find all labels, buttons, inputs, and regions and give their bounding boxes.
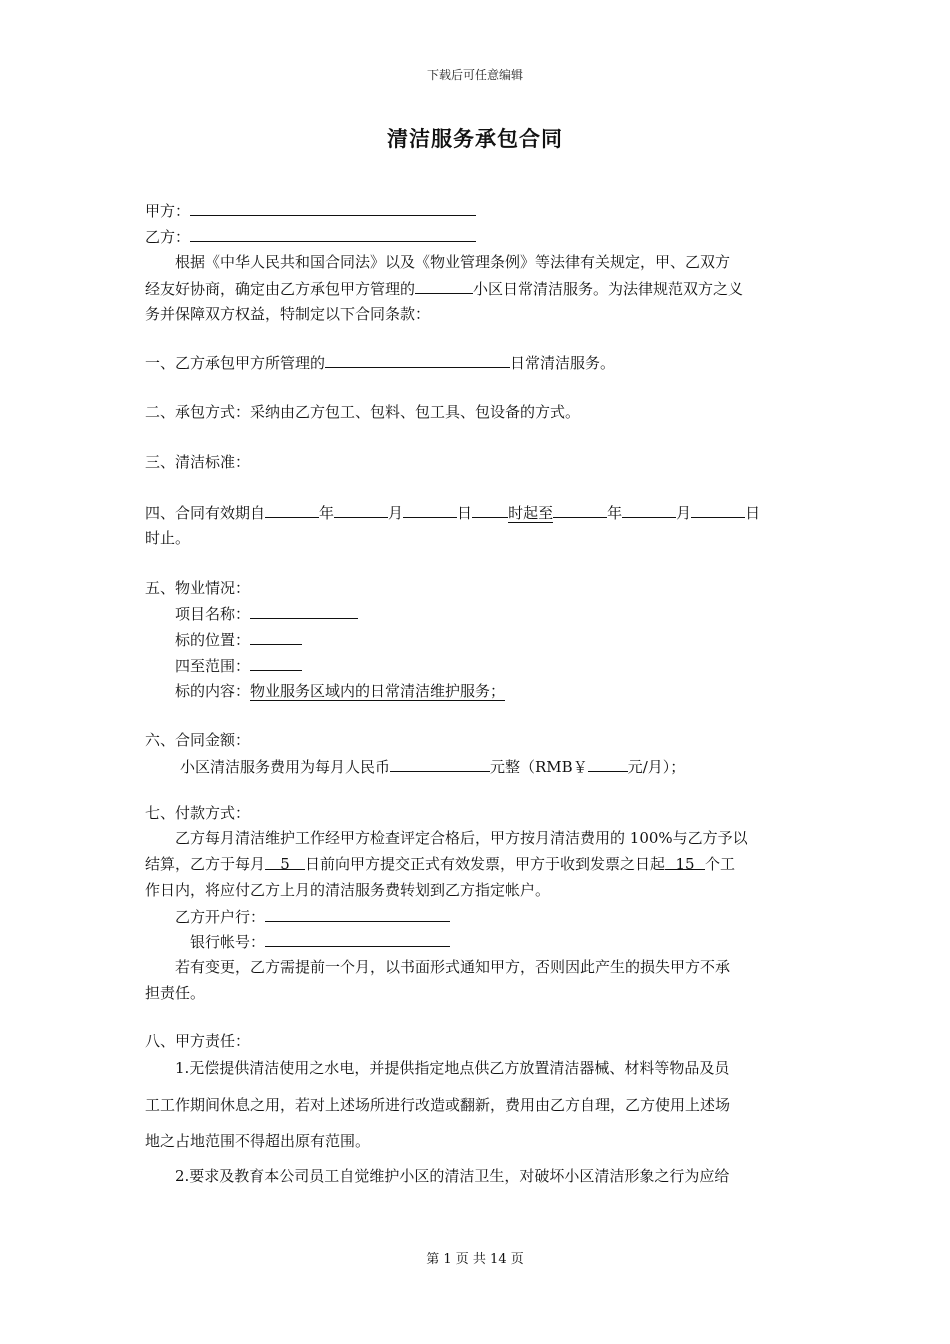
month-label: 月 [388,504,404,522]
amount-text-a: 小区清洁服务费用为每月人民币 [180,758,391,776]
section-1-text-b: 日常清洁服务。 [510,354,616,372]
section-8-item-1a: 1.无偿提供清洁使用之水电，并提供指定地点供乙方放置清洁器械、材料等物品及员 [175,1059,730,1077]
payment-text-c: 个工 [705,855,736,873]
section-2: 二、承包方式：采纳由乙方包工、包料、包工具、包设备的方式。 [145,403,581,421]
section-7-line-2 [145,854,735,874]
section-1-blank [325,352,510,368]
page-footer: 第 1 页 共 14 页 [426,1252,524,1267]
section-3: 三、清洁标准： [145,453,251,471]
section-8-item-1b: 工工作期间休息之用，若对上述场所进行改造或翻新，费用由乙方自理，乙方使用上述场 [145,1096,731,1114]
intro-line-3: 务并保障双方权益，特制定以下合同条款： [145,305,431,323]
section-1 [145,352,615,373]
end-year-label: 年 [607,504,623,522]
party-a-line [145,200,476,221]
section-7-line-4: 若有变更，乙方需提前一个月，以书面形式通知甲方，否则因此产生的损失甲方不承 [175,958,731,976]
section-1-text-a: 一、乙方承包甲方所管理的 [145,354,326,372]
bounds-blank [250,655,302,671]
content-label: 标的内容： [175,682,251,700]
section-7-line-1: 乙方每月清洁维护工作经甲方检查评定合格后，甲方按月清洁费用的 100%与乙方予以 [175,829,748,847]
location-label: 标的位置： [175,631,251,649]
contract-title: 清洁服务承包合同 [387,126,563,151]
section-8-heading: 八、甲方责任： [145,1032,251,1050]
account-line [190,931,450,952]
header-note: 下载后可任意编辑 [426,68,523,82]
section-7-line-3: 作日内，将应付乙方上月的清洁服务费转划到乙方指定帐户。 [145,881,551,899]
section-4-line-2: 时止。 [145,529,191,547]
intro-line-2 [145,278,743,299]
section-6-amount [180,756,685,777]
party-a-blank [190,200,476,216]
project-name-label: 项目名称： [175,605,251,623]
bank-line [175,906,450,927]
end-day-blank [691,502,745,518]
end-month-blank [622,502,676,518]
bounds-line [175,655,302,676]
section-4-text: 四、合同有效期自 [145,504,266,522]
party-b-line [145,226,476,247]
section-7-heading: 七、付款方式： [145,804,251,822]
intro-line-1: 根据《中华人民共和国合同法》以及《物业管理条例》等法律有关规定，甲、乙双方 [175,253,731,271]
party-a-label: 甲方： [145,202,191,220]
day-label: 日 [457,504,473,522]
content-value: 物业服务区域内的日常清洁维护服务； [250,682,506,700]
section-8-item-2: 2.要求及教育本公司员工自觉维护小区的清洁卫生，对破坏小区清洁形象之行为应给 [175,1167,730,1185]
account-blank [265,931,450,947]
party-b-label: 乙方： [145,228,191,246]
bank-label: 乙方开户行： [175,908,266,926]
end-year-blank [553,502,607,518]
location-line [175,629,302,650]
amount-text-b: 元整（RMB￥ [490,758,588,776]
year-label: 年 [319,504,335,522]
payment-text-a: 结算，乙方于每月 [145,855,266,873]
project-name-line [175,603,358,624]
bank-blank [265,906,450,922]
bounds-label: 四至范围： [175,657,251,675]
amount-blank [390,756,490,772]
section-7-line-5: 担责任。 [145,984,206,1002]
end-month-label: 月 [676,504,692,522]
section-5-heading: 五、物业情况： [145,579,251,597]
intro-text-a: 经友好协商，确定由乙方承包甲方管理的 [145,280,416,298]
account-label: 银行帐号： [190,933,266,951]
end-day-label: 日 [745,504,761,522]
amount-text-c: 元/月）； [627,758,686,776]
start-hour-blank [472,502,508,518]
invoice-day-value: 5 [265,854,305,870]
start-day-blank [403,502,457,518]
party-b-blank [190,226,476,242]
rmb-blank [588,756,628,772]
content-line [175,681,505,701]
section-4-line-1 [145,502,760,523]
start-year-blank [265,502,319,518]
start-month-blank [334,502,388,518]
payment-days-value: 15 [665,854,705,870]
section-6-heading: 六、合同金额： [145,731,251,749]
section-8-item-1c: 地之占地范围不得超出原有范围。 [145,1132,371,1150]
project-name-blank [250,603,358,619]
community-blank [415,278,473,294]
intro-text-b: 小区日常清洁服务。为法律规范双方之义 [473,280,744,298]
time-label: 时起至 [508,504,554,522]
payment-text-b: 日前向甲方提交正式有效发票，甲方于收到发票之日起 [305,855,666,873]
location-blank [250,629,302,645]
